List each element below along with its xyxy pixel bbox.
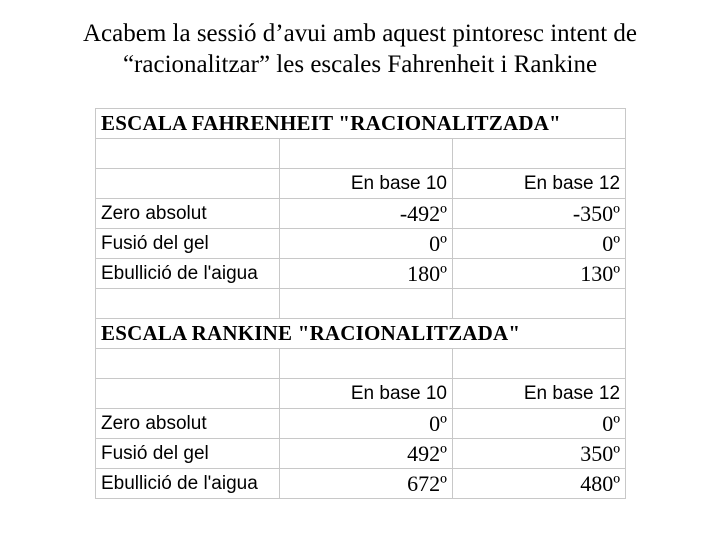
table-row: [96, 439, 626, 469]
value-base10: 0º: [280, 409, 453, 439]
blank-row: [96, 289, 626, 319]
table-row: [96, 409, 626, 439]
temperature-scales-table: [95, 108, 626, 499]
fahrenheit-col-base10-header: En base 10: [280, 169, 453, 199]
value-base12: 130º: [453, 259, 626, 289]
value-base12: 350º: [453, 439, 626, 469]
row-label: Ebullició de l'aigua: [96, 259, 280, 289]
rankine-heading: ESCALA RANKINE "RACIONALITZADA": [96, 319, 626, 349]
table-row: [96, 229, 626, 259]
rankine-col-base12-header: En base 12: [453, 379, 626, 409]
value-base10: 672º: [280, 469, 453, 499]
empty-cell: [453, 289, 626, 319]
blank-row: [96, 139, 626, 169]
row-label: Ebullició de l'aigua: [96, 469, 280, 499]
table-row: [96, 469, 626, 499]
rankine-col-base10-header: En base 10: [280, 379, 453, 409]
empty-cell: [96, 169, 280, 199]
table-row: [96, 259, 626, 289]
fahrenheit-heading: ESCALA FAHRENHEIT "RACIONALITZADA": [96, 109, 626, 139]
value-base10: 180º: [280, 259, 453, 289]
value-base10: -492º: [280, 199, 453, 229]
row-label: Fusió del gel: [96, 439, 280, 469]
value-base12: 480º: [453, 469, 626, 499]
slide-title: [0, 18, 720, 80]
row-label: Fusió del gel: [96, 229, 280, 259]
empty-cell: [280, 349, 453, 379]
empty-cell: [96, 139, 280, 169]
row-label: Zero absolut: [96, 409, 280, 439]
empty-cell: [96, 349, 280, 379]
rankine-heading-row: [96, 319, 626, 349]
empty-cell: [96, 289, 280, 319]
fahrenheit-column-header-row: [96, 169, 626, 199]
value-base12: 0º: [453, 409, 626, 439]
value-base10: 0º: [280, 229, 453, 259]
blank-row: [96, 349, 626, 379]
row-label: Zero absolut: [96, 199, 280, 229]
slide-title-line-1: Acabem la sessió d’avui amb aquest pintoresc intent de: [82, 20, 637, 47]
empty-cell: [280, 289, 453, 319]
fahrenheit-heading-row: [96, 109, 626, 139]
empty-cell: [453, 349, 626, 379]
fahrenheit-col-base12-header: En base 12: [453, 169, 626, 199]
value-base10: 492º: [280, 439, 453, 469]
table-row: [96, 199, 626, 229]
empty-cell: [280, 139, 453, 169]
empty-cell: [453, 139, 626, 169]
value-base12: -350º: [453, 199, 626, 229]
slide-title-line-2: “racionalitzar” les escales Fahrenheit i Rankine: [122, 51, 598, 78]
value-base12: 0º: [453, 229, 626, 259]
empty-cell: [96, 379, 280, 409]
rankine-column-header-row: [96, 379, 626, 409]
